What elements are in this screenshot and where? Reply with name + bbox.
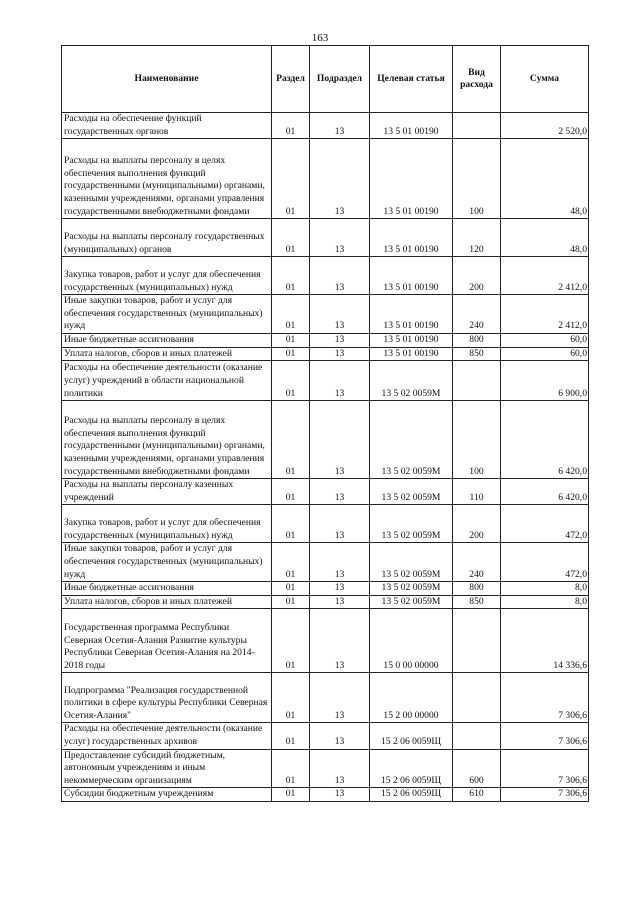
row-type xyxy=(453,361,501,401)
row-subsection: 13 xyxy=(310,673,370,723)
row-section: 01 xyxy=(272,723,310,749)
row-sum: 2 412,0 xyxy=(501,295,589,334)
row-type: 800 xyxy=(453,582,501,596)
row-sum: 8,0 xyxy=(501,582,589,596)
row-target: 13 5 02 0059М xyxy=(370,401,453,479)
table-row xyxy=(62,295,589,334)
header-name: Наименование xyxy=(62,46,272,113)
row-subsection: 13 xyxy=(310,609,370,673)
row-subsection: 13 xyxy=(310,543,370,582)
row-section: 01 xyxy=(272,788,310,802)
row-type: 800 xyxy=(453,333,501,347)
row-type: 120 xyxy=(453,219,501,257)
row-section: 01 xyxy=(272,582,310,596)
budget-table xyxy=(61,45,589,802)
row-section: 01 xyxy=(272,257,310,295)
row-name: Закупка товаров, работ и услуг для обеспечения государственных (муниципальных) нужд xyxy=(62,257,272,295)
row-name: Государственная программа Республики Северная Осетия-Алания Развитие культуры Республики Северная Осетия-Алания на 2014-2018 годы xyxy=(62,609,272,673)
row-type xyxy=(453,723,501,749)
table-row xyxy=(62,219,589,257)
row-sum: 2 520,0 xyxy=(501,113,589,139)
row-section: 01 xyxy=(272,505,310,543)
row-sum: 60,0 xyxy=(501,347,589,361)
row-target: 15 0 00 00000 xyxy=(370,609,453,673)
row-type: 200 xyxy=(453,257,501,295)
row-type: 850 xyxy=(453,347,501,361)
table-row xyxy=(62,505,589,543)
row-sum: 7 306,6 xyxy=(501,749,589,788)
row-name: Расходы на выплаты персоналу в целях обеспечения выполнения функций государственными (муниципальными) органами, казенными учреждениями, органами управления государственными внебюджетными фондами xyxy=(62,139,272,219)
table-row xyxy=(62,788,589,802)
row-target: 13 5 01 00190 xyxy=(370,347,453,361)
table-header-row xyxy=(62,46,589,113)
table-row xyxy=(62,361,589,401)
header-type: Вид расхода xyxy=(453,46,501,113)
row-section: 01 xyxy=(272,347,310,361)
row-sum: 8,0 xyxy=(501,595,589,609)
row-subsection: 13 xyxy=(310,582,370,596)
row-name: Расходы на обеспечение деятельности (оказание услуг) учреждений в области национальной политики xyxy=(62,361,272,401)
row-type xyxy=(453,609,501,673)
row-target: 15 2 06 0059Щ xyxy=(370,788,453,802)
table-row xyxy=(62,333,589,347)
row-target: 15 2 00 00000 xyxy=(370,673,453,723)
row-sum: 2 412,0 xyxy=(501,257,589,295)
header-subsection: Подраздел xyxy=(310,46,370,113)
row-name: Субсидии бюджетным учреждениям xyxy=(62,788,272,802)
row-sum: 472,0 xyxy=(501,543,589,582)
row-subsection: 13 xyxy=(310,595,370,609)
row-section: 01 xyxy=(272,113,310,139)
row-subsection: 13 xyxy=(310,219,370,257)
row-type xyxy=(453,673,501,723)
row-type: 240 xyxy=(453,295,501,334)
row-section: 01 xyxy=(272,749,310,788)
row-sum: 7 306,6 xyxy=(501,673,589,723)
row-target: 13 5 01 00190 xyxy=(370,257,453,295)
page-number: 163 xyxy=(311,32,329,44)
row-section: 01 xyxy=(272,543,310,582)
row-type: 610 xyxy=(453,788,501,802)
row-sum: 48,0 xyxy=(501,139,589,219)
row-name: Расходы на обеспечение деятельности (оказание услуг) государственных архивов xyxy=(62,723,272,749)
row-section: 01 xyxy=(272,673,310,723)
row-section: 01 xyxy=(272,609,310,673)
table-row xyxy=(62,347,589,361)
row-section: 01 xyxy=(272,361,310,401)
row-name: Расходы на выплаты персоналу в целях обеспечения выполнения функций государственными (муниципальными) органами, казенными учреждениями, органами управления государственными внебюджетными фондами xyxy=(62,401,272,479)
row-section: 01 xyxy=(272,333,310,347)
row-section: 01 xyxy=(272,595,310,609)
row-subsection: 13 xyxy=(310,401,370,479)
row-subsection: 13 xyxy=(310,257,370,295)
row-sum: 14 336,6 xyxy=(501,609,589,673)
row-target: 13 5 02 0059М xyxy=(370,505,453,543)
table-row xyxy=(62,595,589,609)
row-sum: 7 306,6 xyxy=(501,723,589,749)
row-subsection: 13 xyxy=(310,749,370,788)
row-target: 13 5 02 0059М xyxy=(370,582,453,596)
row-target: 15 2 06 0059Щ xyxy=(370,723,453,749)
row-target: 13 5 01 00190 xyxy=(370,219,453,257)
row-type: 240 xyxy=(453,543,501,582)
row-type: 200 xyxy=(453,505,501,543)
row-sum: 6 420,0 xyxy=(501,479,589,505)
row-sum: 6 900,0 xyxy=(501,361,589,401)
row-sum: 7 306,6 xyxy=(501,788,589,802)
row-subsection: 13 xyxy=(310,723,370,749)
table-body xyxy=(62,113,589,802)
row-name: Иные закупки товаров, работ и услуг для обеспечения государственных (муниципальных) нужд xyxy=(62,543,272,582)
table-row xyxy=(62,401,589,479)
table-row xyxy=(62,582,589,596)
header-section: Раздел xyxy=(272,46,310,113)
row-sum: 48,0 xyxy=(501,219,589,257)
row-sum: 6 420,0 xyxy=(501,401,589,479)
row-target: 13 5 01 00190 xyxy=(370,333,453,347)
row-sum: 60,0 xyxy=(501,333,589,347)
table-row xyxy=(62,749,589,788)
row-subsection: 13 xyxy=(310,361,370,401)
row-section: 01 xyxy=(272,479,310,505)
row-type: 110 xyxy=(453,479,501,505)
row-target: 13 5 01 00190 xyxy=(370,113,453,139)
row-subsection: 13 xyxy=(310,347,370,361)
row-type xyxy=(453,113,501,139)
row-subsection: 13 xyxy=(310,479,370,505)
row-subsection: 13 xyxy=(310,505,370,543)
row-target: 15 2 06 0059Щ xyxy=(370,749,453,788)
row-section: 01 xyxy=(272,139,310,219)
row-name: Иные закупки товаров, работ и услуг для обеспечения государственных (муниципальных) нужд xyxy=(62,295,272,334)
row-name: Расходы на выплаты персоналу государственных (муниципальных) органов xyxy=(62,219,272,257)
row-target: 13 5 02 0059М xyxy=(370,543,453,582)
row-target: 13 5 01 00190 xyxy=(370,139,453,219)
table-row xyxy=(62,257,589,295)
row-target: 13 5 01 00190 xyxy=(370,295,453,334)
row-section: 01 xyxy=(272,295,310,334)
row-subsection: 13 xyxy=(310,295,370,334)
row-type: 100 xyxy=(453,401,501,479)
row-type: 100 xyxy=(453,139,501,219)
table-row xyxy=(62,139,589,219)
table-row xyxy=(62,609,589,673)
row-target: 13 5 02 0059М xyxy=(370,479,453,505)
row-name: Расходы на выплаты персоналу казенных учреждений xyxy=(62,479,272,505)
table-row xyxy=(62,723,589,749)
header-target: Целевая статья xyxy=(370,46,453,113)
row-type: 600 xyxy=(453,749,501,788)
row-subsection: 13 xyxy=(310,333,370,347)
row-name: Уплата налогов, сборов и иных платежей xyxy=(62,347,272,361)
row-name: Расходы на обеспечение функций государственных органов xyxy=(62,113,272,139)
row-target: 13 5 02 0059М xyxy=(370,361,453,401)
table-row xyxy=(62,113,589,139)
row-target: 13 5 02 0059М xyxy=(370,595,453,609)
table-row xyxy=(62,673,589,723)
row-subsection: 13 xyxy=(310,139,370,219)
row-name: Предоставление субсидий бюджетным, автономным учреждениям и иным некоммерческим организациям xyxy=(62,749,272,788)
row-name: Уплата налогов, сборов и иных платежей xyxy=(62,595,272,609)
row-type: 850 xyxy=(453,595,501,609)
row-section: 01 xyxy=(272,219,310,257)
row-sum: 472,0 xyxy=(501,505,589,543)
row-name: Закупка товаров, работ и услуг для обеспечения государственных (муниципальных) нужд xyxy=(62,505,272,543)
row-section: 01 xyxy=(272,401,310,479)
row-name: Иные бюджетные ассигнования xyxy=(62,333,272,347)
table-row xyxy=(62,543,589,582)
header-sum: Сумма xyxy=(501,46,589,113)
row-name: Иные бюджетные ассигнования xyxy=(62,582,272,596)
table-row xyxy=(62,479,589,505)
row-name: Подпрограмма "Реализация государственной политики в сфере культуры Республики Северная Осетия-Алания" xyxy=(62,673,272,723)
row-subsection: 13 xyxy=(310,788,370,802)
row-subsection: 13 xyxy=(310,113,370,139)
